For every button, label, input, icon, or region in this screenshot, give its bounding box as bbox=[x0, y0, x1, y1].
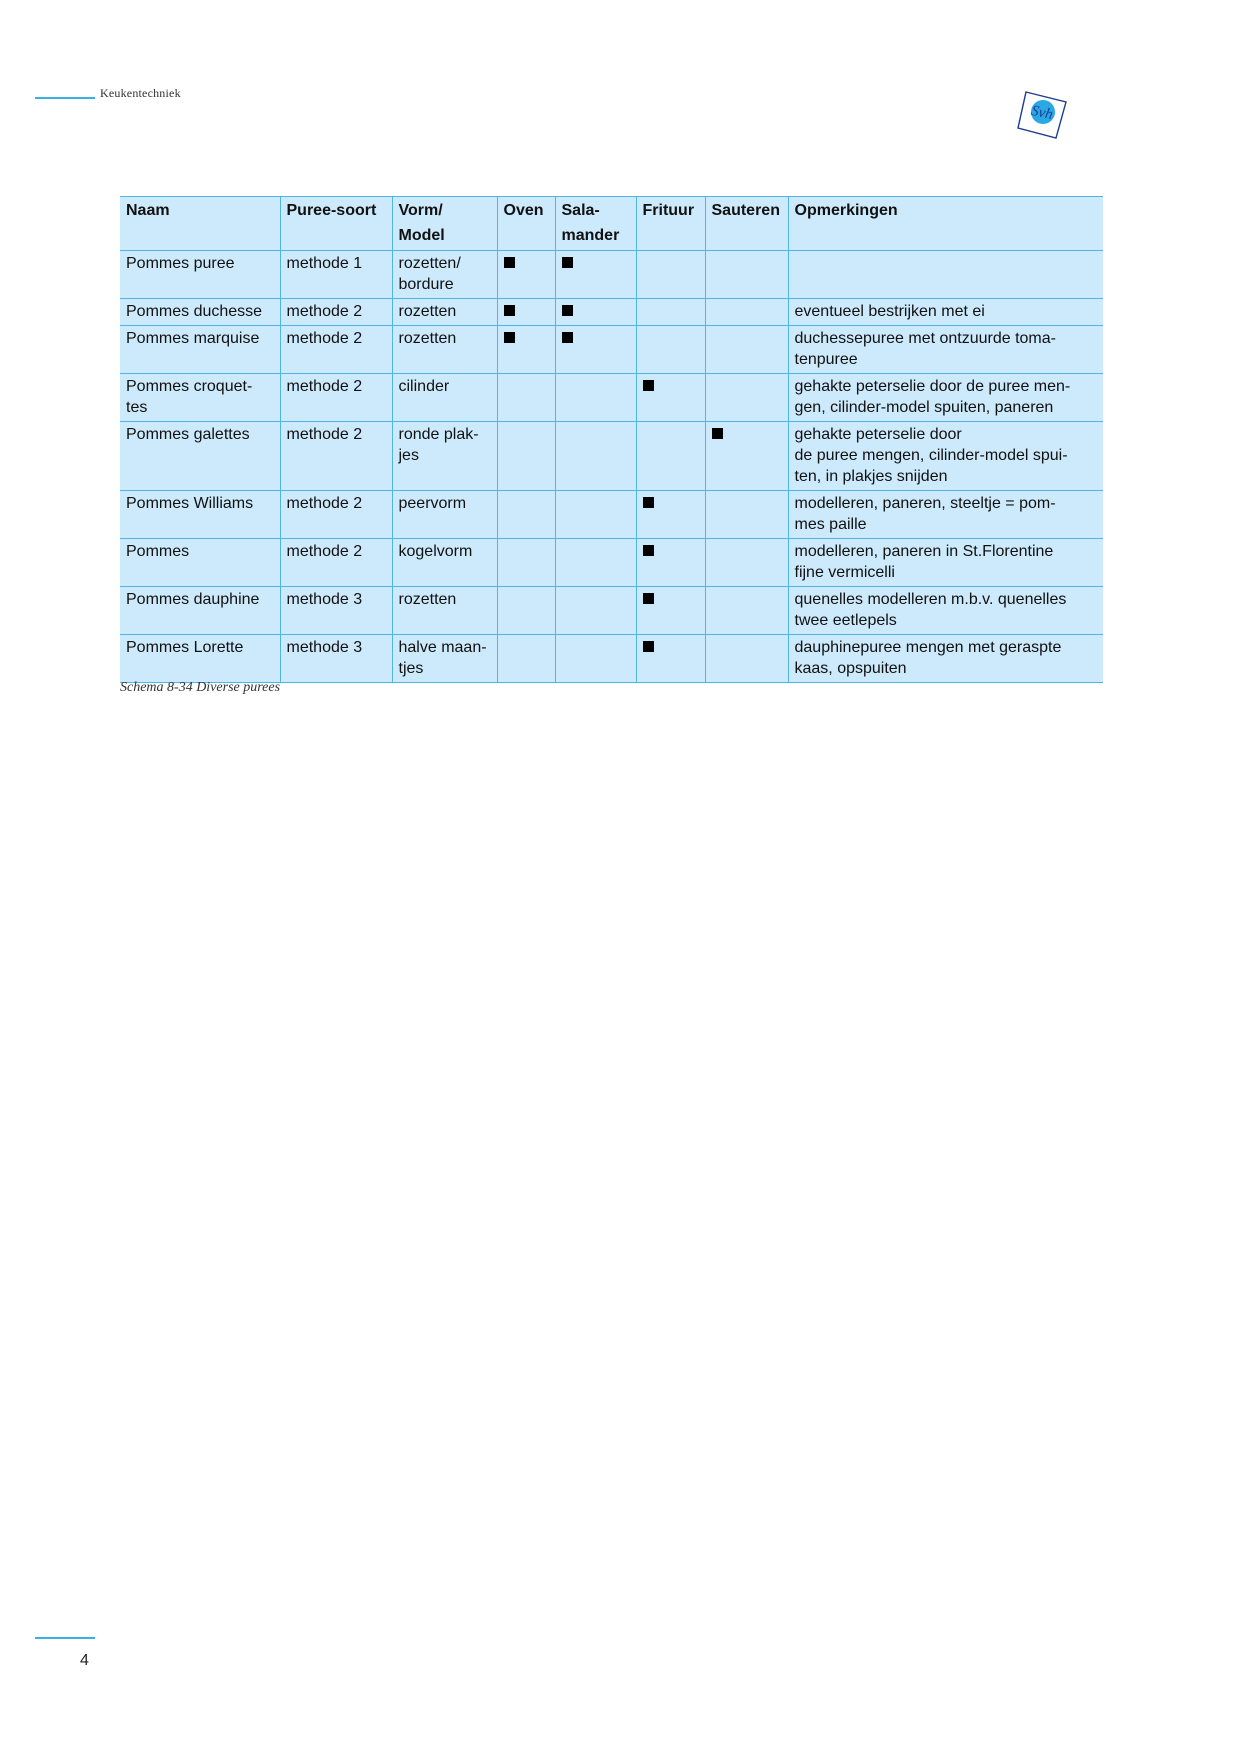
cell-opmerkingen bbox=[788, 251, 1103, 299]
cell-frituur bbox=[636, 251, 705, 299]
cell-sauteren bbox=[705, 251, 788, 299]
cell-soort: methode 2 bbox=[280, 491, 392, 539]
cell-vorm: rozetten bbox=[392, 326, 497, 374]
cell-oven bbox=[497, 326, 555, 374]
cell-opmerkingen: duchessepuree met ontzuurde toma- tenpuree bbox=[788, 326, 1103, 374]
check-mark-icon bbox=[643, 497, 654, 508]
table-row bbox=[120, 326, 1103, 374]
cell-sauteren bbox=[705, 539, 788, 587]
cell-naam: Pommes galettes bbox=[120, 422, 280, 491]
check-mark-icon bbox=[643, 641, 654, 652]
cell-soort: methode 1 bbox=[280, 251, 392, 299]
cell-salamander bbox=[555, 299, 636, 326]
column-header: Oven bbox=[497, 197, 555, 251]
cell-sauteren bbox=[705, 635, 788, 683]
cell-frituur bbox=[636, 299, 705, 326]
footer-rule bbox=[35, 1637, 95, 1639]
cell-oven bbox=[497, 491, 555, 539]
cell-opmerkingen: modelleren, paneren in St.Florentine fijne vermicelli bbox=[788, 539, 1103, 587]
cell-soort: methode 2 bbox=[280, 422, 392, 491]
column-header: Frituur bbox=[636, 197, 705, 251]
cell-salamander bbox=[555, 635, 636, 683]
cell-salamander bbox=[555, 422, 636, 491]
cell-vorm: peervorm bbox=[392, 491, 497, 539]
cell-vorm: halve maan- tjes bbox=[392, 635, 497, 683]
cell-opmerkingen: gehakte peterselie door de puree men- gen, cilinder-model spuiten, paneren bbox=[788, 374, 1103, 422]
svh-logo bbox=[1016, 86, 1070, 140]
cell-vorm: rozetten/ bordure bbox=[392, 251, 497, 299]
column-header: Opmerkingen bbox=[788, 197, 1103, 251]
cell-oven bbox=[497, 635, 555, 683]
cell-sauteren bbox=[705, 587, 788, 635]
cell-sauteren bbox=[705, 422, 788, 491]
cell-frituur bbox=[636, 491, 705, 539]
table-row bbox=[120, 539, 1103, 587]
cell-vorm: ronde plak- jes bbox=[392, 422, 497, 491]
cell-oven bbox=[497, 251, 555, 299]
table-row bbox=[120, 587, 1103, 635]
cell-frituur bbox=[636, 539, 705, 587]
check-mark-icon bbox=[504, 305, 515, 316]
cell-naam: Pommes croquet- tes bbox=[120, 374, 280, 422]
table-row bbox=[120, 251, 1103, 299]
cell-soort: methode 3 bbox=[280, 587, 392, 635]
table-row bbox=[120, 374, 1103, 422]
cell-salamander bbox=[555, 326, 636, 374]
cell-naam: Pommes dauphine bbox=[120, 587, 280, 635]
purees-table bbox=[120, 196, 1103, 683]
column-header: Puree-soort bbox=[280, 197, 392, 251]
cell-salamander bbox=[555, 374, 636, 422]
cell-sauteren bbox=[705, 299, 788, 326]
cell-frituur bbox=[636, 374, 705, 422]
check-mark-icon bbox=[643, 380, 654, 391]
column-header: Sala- mander bbox=[555, 197, 636, 251]
cell-frituur bbox=[636, 635, 705, 683]
cell-salamander bbox=[555, 251, 636, 299]
cell-oven bbox=[497, 587, 555, 635]
table-row bbox=[120, 491, 1103, 539]
cell-naam: Pommes duchesse bbox=[120, 299, 280, 326]
check-mark-icon bbox=[562, 332, 573, 343]
cell-vorm: rozetten bbox=[392, 299, 497, 326]
cell-sauteren bbox=[705, 326, 788, 374]
check-mark-icon bbox=[643, 545, 654, 556]
cell-soort: methode 2 bbox=[280, 539, 392, 587]
check-mark-icon bbox=[712, 428, 723, 439]
cell-sauteren bbox=[705, 374, 788, 422]
cell-soort: methode 2 bbox=[280, 299, 392, 326]
cell-naam: Pommes puree bbox=[120, 251, 280, 299]
cell-salamander bbox=[555, 587, 636, 635]
cell-sauteren bbox=[705, 491, 788, 539]
check-mark-icon bbox=[504, 332, 515, 343]
cell-soort: methode 2 bbox=[280, 374, 392, 422]
cell-opmerkingen: quenelles modelleren m.b.v. quenelles twee eetlepels bbox=[788, 587, 1103, 635]
check-mark-icon bbox=[504, 257, 515, 268]
cell-vorm: cilinder bbox=[392, 374, 497, 422]
logo-text: Svh bbox=[1029, 102, 1055, 124]
table-header-row bbox=[120, 197, 1103, 251]
cell-opmerkingen: dauphinepuree mengen met geraspte kaas, opspuiten bbox=[788, 635, 1103, 683]
cell-oven bbox=[497, 422, 555, 491]
check-mark-icon bbox=[562, 257, 573, 268]
cell-vorm: rozetten bbox=[392, 587, 497, 635]
column-header: Vorm/ Model bbox=[392, 197, 497, 251]
page-number: 4 bbox=[80, 1652, 89, 1669]
cell-opmerkingen: eventueel bestrijken met ei bbox=[788, 299, 1103, 326]
header-rule bbox=[35, 97, 95, 99]
column-header: Naam bbox=[120, 197, 280, 251]
table-row bbox=[120, 635, 1103, 683]
cell-salamander bbox=[555, 539, 636, 587]
check-mark-icon bbox=[643, 593, 654, 604]
table-row bbox=[120, 299, 1103, 326]
cell-opmerkingen: modelleren, paneren, steeltje = pom- mes paille bbox=[788, 491, 1103, 539]
cell-soort: methode 3 bbox=[280, 635, 392, 683]
running-header: Keukentechniek bbox=[100, 86, 181, 100]
cell-salamander bbox=[555, 491, 636, 539]
cell-frituur bbox=[636, 422, 705, 491]
cell-soort: methode 2 bbox=[280, 326, 392, 374]
table-caption: Schema 8-34 Diverse purees bbox=[120, 680, 281, 695]
cell-oven bbox=[497, 299, 555, 326]
cell-opmerkingen: gehakte peterselie door de puree mengen, cilinder-model spui- ten, in plakjes snijden bbox=[788, 422, 1103, 491]
column-header: Sauteren bbox=[705, 197, 788, 251]
cell-naam: Pommes marquise bbox=[120, 326, 280, 374]
check-mark-icon bbox=[562, 305, 573, 316]
table-body bbox=[120, 251, 1103, 683]
cell-naam: Pommes bbox=[120, 539, 280, 587]
table-row bbox=[120, 422, 1103, 491]
cell-vorm: kogelvorm bbox=[392, 539, 497, 587]
cell-naam: Pommes Lorette bbox=[120, 635, 280, 683]
cell-oven bbox=[497, 374, 555, 422]
cell-oven bbox=[497, 539, 555, 587]
cell-frituur bbox=[636, 587, 705, 635]
cell-naam: Pommes Williams bbox=[120, 491, 280, 539]
cell-frituur bbox=[636, 326, 705, 374]
